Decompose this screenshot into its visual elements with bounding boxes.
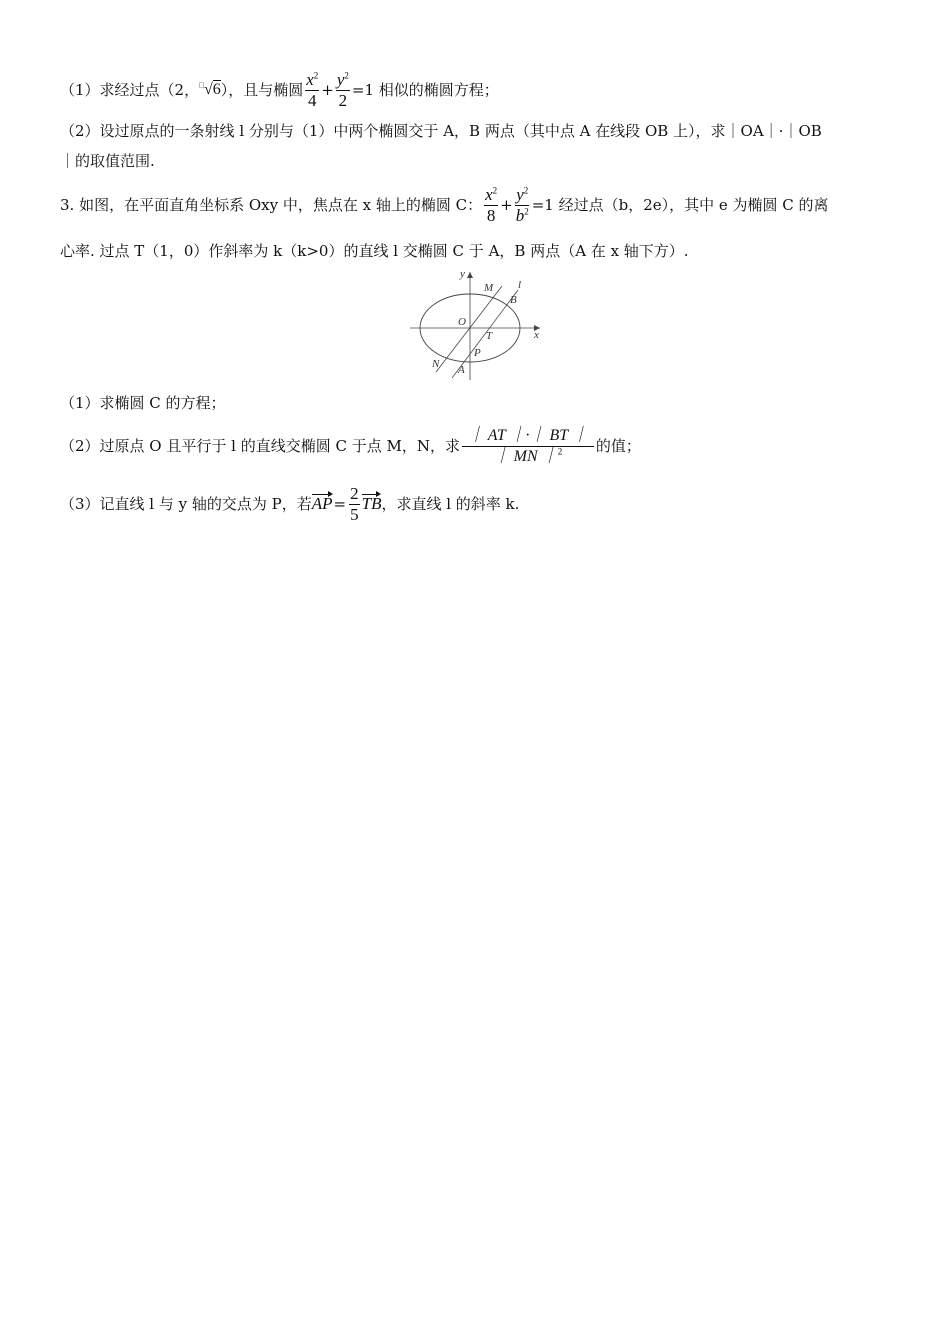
label-y-axis: y bbox=[460, 268, 465, 280]
fraction-2-over-5: $\frac{2}{5}$ bbox=[350, 483, 359, 524]
radical-value: 6 bbox=[212, 81, 221, 98]
label-p: P bbox=[474, 347, 481, 359]
label-l: l bbox=[518, 279, 522, 291]
question-3-tail: =1 经过点（b，2e），其中 e 为椭圆 C 的离 bbox=[531, 196, 829, 214]
question-3-line-2: 心率. 过点 T（1，0）作斜率为 k（k>0）的直线 l 交椭圆 C 于 A，B 两点（A 在 x 轴下方）. bbox=[60, 242, 689, 260]
label-m: M bbox=[484, 282, 494, 294]
vector-ap: AP bbox=[311, 494, 333, 513]
label-a: A bbox=[458, 364, 465, 376]
radical-sign: √ bbox=[203, 81, 213, 98]
line-mn bbox=[436, 286, 502, 372]
question-3-part-1: （1）求椭圆 C 的方程； bbox=[60, 394, 226, 412]
vector-tb: TB bbox=[361, 494, 382, 513]
subquestion-2-line-2: ｜的取值范围. bbox=[60, 152, 155, 170]
label-o: O bbox=[458, 316, 466, 328]
fraction-y2-over-2: $\frac{y^2}{2}$ bbox=[336, 69, 349, 110]
subquestion-1-after-point: ），且与椭圆 bbox=[220, 81, 304, 99]
question-3-part-2-lead: （2）过原点 O 且平行于 l 的直线交椭圆 C 于点 M，N，求 bbox=[60, 437, 460, 455]
label-t: T bbox=[486, 330, 493, 342]
question-3-part-3 bbox=[60, 482, 519, 526]
question-3-part-3-lead: （3）记直线 l 与 y 轴的交点为 P，若 bbox=[60, 495, 312, 513]
label-n: N bbox=[432, 358, 440, 370]
y-axis-arrow bbox=[467, 272, 473, 278]
ellipse-diagram bbox=[406, 268, 546, 382]
subquestion-1 bbox=[60, 70, 499, 110]
radical-expression bbox=[199, 79, 221, 101]
question-3-part-2 bbox=[60, 420, 641, 472]
question-3-line-1 bbox=[60, 182, 829, 228]
fraction-numerator: ｜ AT ｜·｜ BT ｜ bbox=[462, 426, 594, 447]
subquestion-1-lead: （1）求经过点（2， bbox=[60, 81, 200, 99]
question-3-lead: 3. 如图，在平面直角坐标系 Oxy 中，焦点在 x 轴上的椭圆 C： bbox=[60, 196, 483, 214]
fraction-x2-over-4: $\frac{x^2}{4}$ bbox=[306, 69, 319, 110]
question-3-part-3-tail: ，求直线 l 的斜率 k. bbox=[381, 495, 520, 513]
question-3-part-2-tail: 的值； bbox=[595, 437, 641, 455]
label-x-axis: x bbox=[534, 329, 539, 341]
equals-sign: = bbox=[333, 495, 347, 513]
subquestion-2-line-1: （2）设过原点的一条射线 l 分别与（1）中两个椭圆交于 A，B 两点（其中点 A 在线段 OB 上），求｜OA｜·｜OB bbox=[60, 122, 822, 140]
subquestion-1-tail: =1 相似的椭圆方程； bbox=[351, 81, 499, 99]
fraction-denominator: ｜ MN ｜$^2$ bbox=[493, 446, 563, 465]
ellipse-figure bbox=[406, 268, 546, 382]
radical-index: □ bbox=[199, 80, 204, 90]
plus-sign: + bbox=[500, 196, 513, 214]
fraction-x2-over-8: $\frac{x^2}{8}$ bbox=[485, 184, 498, 225]
fraction-at-bt-over-mn2 bbox=[462, 426, 594, 467]
label-b: B bbox=[510, 294, 517, 306]
plus-sign: + bbox=[321, 81, 334, 99]
fraction-y2-over-b2: $\frac{y^2}{b^2}$ bbox=[515, 184, 529, 225]
